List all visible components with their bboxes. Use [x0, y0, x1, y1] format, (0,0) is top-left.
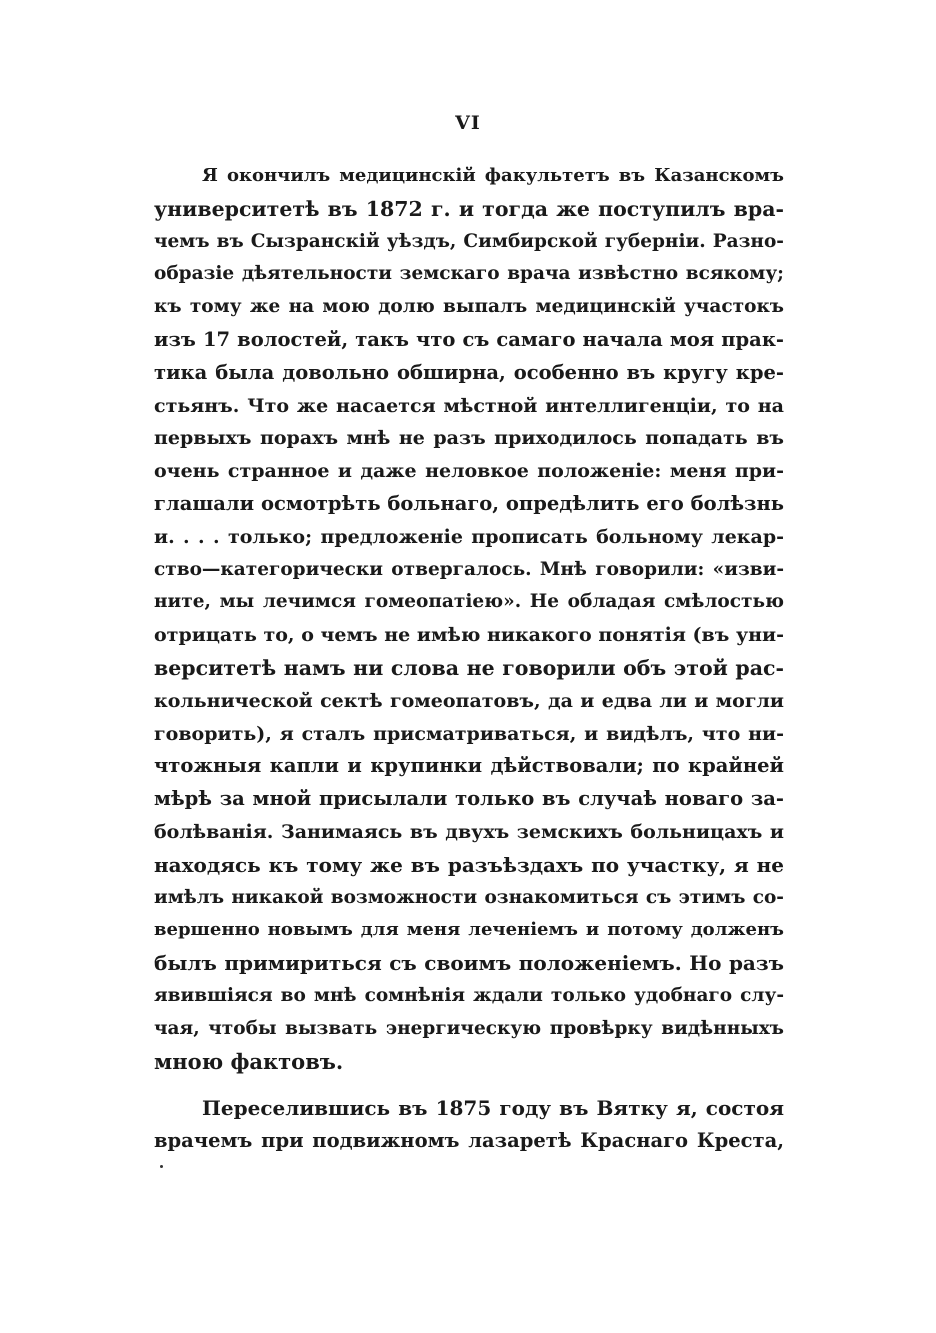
page-number: VI [455, 112, 481, 134]
text-line: мною фактовъ. [154, 1048, 344, 1074]
text-line: изъ 17 волостей, такъ что съ самаго начала моя прак- [154, 327, 784, 351]
text-line: къ тому же на мою долю выпалъ медицинскій участокъ [154, 296, 784, 318]
text-line: ство—категорически отвергалось. Мнѣ говорили: «изви- [154, 558, 784, 580]
text-line: глашали осмотрѣть больнаго, опредѣлить его болѣзнь [154, 491, 784, 515]
text-line: говорить), я сталъ присматриваться, и видѣлъ, что ни- [154, 722, 784, 745]
text-line: чтожныя капли и крупинки дѣйствовали; по крайней [154, 754, 784, 778]
text-line: чемъ въ Сызранскій уѣздъ, Симбирской губерніи. Разно- [154, 230, 784, 252]
text-line: Переселившись въ 1875 году въ Вятку я, состоя [202, 1096, 784, 1121]
text-line: болѣванія. Занимаясь въ двухъ земскихъ больницахъ и [154, 820, 784, 843]
paragraph [154, 160, 784, 1078]
text-line: былъ примириться съ своимъ положеніемъ. Но разъ [154, 951, 784, 976]
body-text [154, 160, 784, 1158]
text-line: вершенно новымъ для меня леченіемъ и потому долженъ [154, 919, 784, 941]
text-line: образіе дѣятельности земскаго врача извѣстно всякому; [154, 263, 784, 285]
text-line: стьянъ. Что же насается мѣстной интеллигенціи, то на [154, 394, 784, 417]
text-line: кольнической сектѣ гомеопатовъ, да и едва ли и могли [154, 689, 784, 712]
text-line: первыхъ порахъ мнѣ не разъ приходилось попадать въ [154, 427, 784, 450]
text-line: очень странное и даже неловкое положеніе: меня при- [154, 460, 784, 483]
text-line: находясь къ тому же въ разъѣздахъ по участку, я не [154, 852, 784, 877]
text-line: Я окончилъ медицинскій факультетъ въ Казанскомъ [202, 165, 784, 186]
text-line: ните, мы лечимся гомеопатіею». Не обладая смѣлостью [154, 591, 784, 613]
text-line: университетѣ въ 1872 г. и тогда же поступилъ вра- [154, 196, 784, 221]
paragraph [154, 1092, 784, 1158]
text-line: явившіяся во мнѣ сомнѣнія ждали только удобнаго слу- [154, 984, 784, 1006]
text-line: и. . . . только; предложеніе прописать больному лекар- [154, 525, 784, 548]
paragraph-gap [154, 1078, 784, 1092]
text-line: отрицать то, о чемъ не имѣю никакого понятія (въ уни- [154, 624, 784, 647]
text-line: мѣрѣ за мной присылали только въ случаѣ новаго за- [154, 787, 784, 811]
text-line: чая, чтобы вызвать энергическую провѣрку видѣнныхъ [154, 1017, 784, 1039]
text-line: тика была довольно обширна, особенно въ кругу кре- [154, 360, 784, 384]
text-line: верситетѣ намъ ни слова не говорили объ этой рас- [154, 655, 784, 680]
ink-speck [160, 1165, 163, 1168]
text-line: врачемъ при подвижномъ лазаретѣ Краснаго Креста, [154, 1129, 784, 1153]
text-line: имѣлъ никакой возможности ознакомиться съ этимъ со- [154, 886, 784, 908]
